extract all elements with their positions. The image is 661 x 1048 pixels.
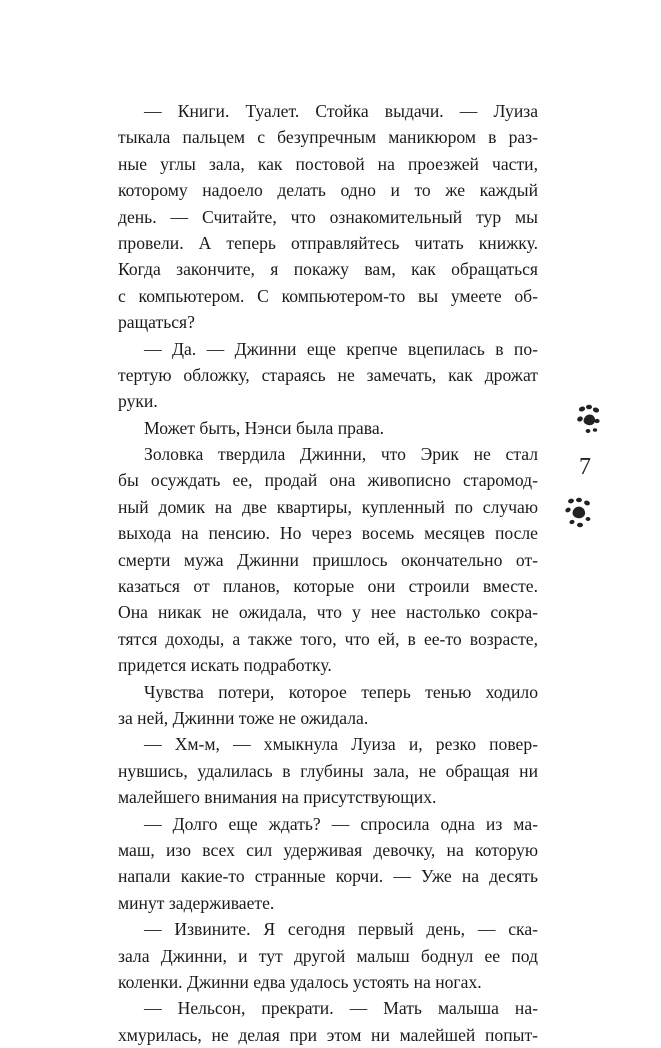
text-line: — Хм-м, — хмыкнула Луиза и, резко повер- [144,734,538,755]
text-line: руки. [118,391,158,412]
text-line: — Да. — Джинни еще крепче вцепилась в по- [144,338,538,359]
text-line: — Нельсон, прекрати. — Мать малыша на- [144,998,538,1019]
text-line: напали какие-то странные корчи. — Уже на десять [118,866,538,887]
text-line: зала Джинни, и тут другой малыш боднул ее под [118,945,538,966]
paw-print-ornament-top [576,404,602,441]
text-line: тертую обложку, стараясь не замечать, как дрожат [118,364,538,385]
text-line: — Книги. Туалет. Стойка выдачи. — Луиза [144,101,538,121]
text-line: провели. А теперь отправляйтесь читать книжку. [118,232,538,253]
body-text [118,98,538,1048]
text-line: казаться от планов, которые они строили вместе. [118,576,538,597]
text-line: Золовка твердила Джинни, что Эрик не стал [144,444,538,465]
text-line: ращаться? [118,312,195,333]
text-line: хмурилась, не делая при этом ни малейшей попыт- [118,1024,538,1045]
text-line: бы осуждать ее, продай она живописно старомод- [118,470,538,491]
text-line: ный домик на две квартиры, купленный по случаю [118,496,538,517]
text-line: ные углы зала, как постовой на проезжей части, [118,153,538,174]
text-line: смерти мужа Джинни пришлось окончательно от- [118,549,538,570]
text-line: тыкала пальцем с безупречным маникюром в раз- [118,127,538,148]
text-line: выхода на пенсию. Но через восемь месяцев после [118,523,538,544]
text-line: которому надоело делать одно и то же каждый [118,180,538,201]
paw-print-ornament-bottom [563,496,593,535]
page-number: 7 [579,454,591,480]
text-line: — Извините. Я сегодня первый день, — ска- [144,919,538,940]
text-line: — Долго еще ждать? — спросила одна из ма- [144,813,538,834]
text-line: с компьютером. С компьютером-то вы умеете об- [118,285,538,306]
text-line: за ней, Джинни тоже не ожидала. [118,707,369,728]
text-line: тятся доходы, а также того, что ей, в ее-то возрасте, [118,628,538,649]
text-line: Может быть, Нэнси была права. [144,417,385,438]
text-line: маш, изо всех сил удерживая девочку, на которую [118,839,538,860]
text-line: минут задерживаете. [118,892,275,913]
text-line: придется искать подработку. [118,655,332,676]
text-line: Когда закончите, я покажу вам, как обращаться [118,259,538,280]
text-line: день. — Считайте, что ознакомительный тур мы [118,206,538,227]
text-line: нувшись, удалилась в глубины зала, не обращая ни [118,760,538,781]
text-line: Чувства потери, которое теперь тенью ходило [144,681,538,702]
text-line: Она никак не ожидала, что у нее настолько сокра- [118,602,538,623]
text-line: малейшего внимания на присутствующих. [118,787,437,808]
text-line: коленки. Джинни едва удалось устоять на ногах. [118,971,482,992]
